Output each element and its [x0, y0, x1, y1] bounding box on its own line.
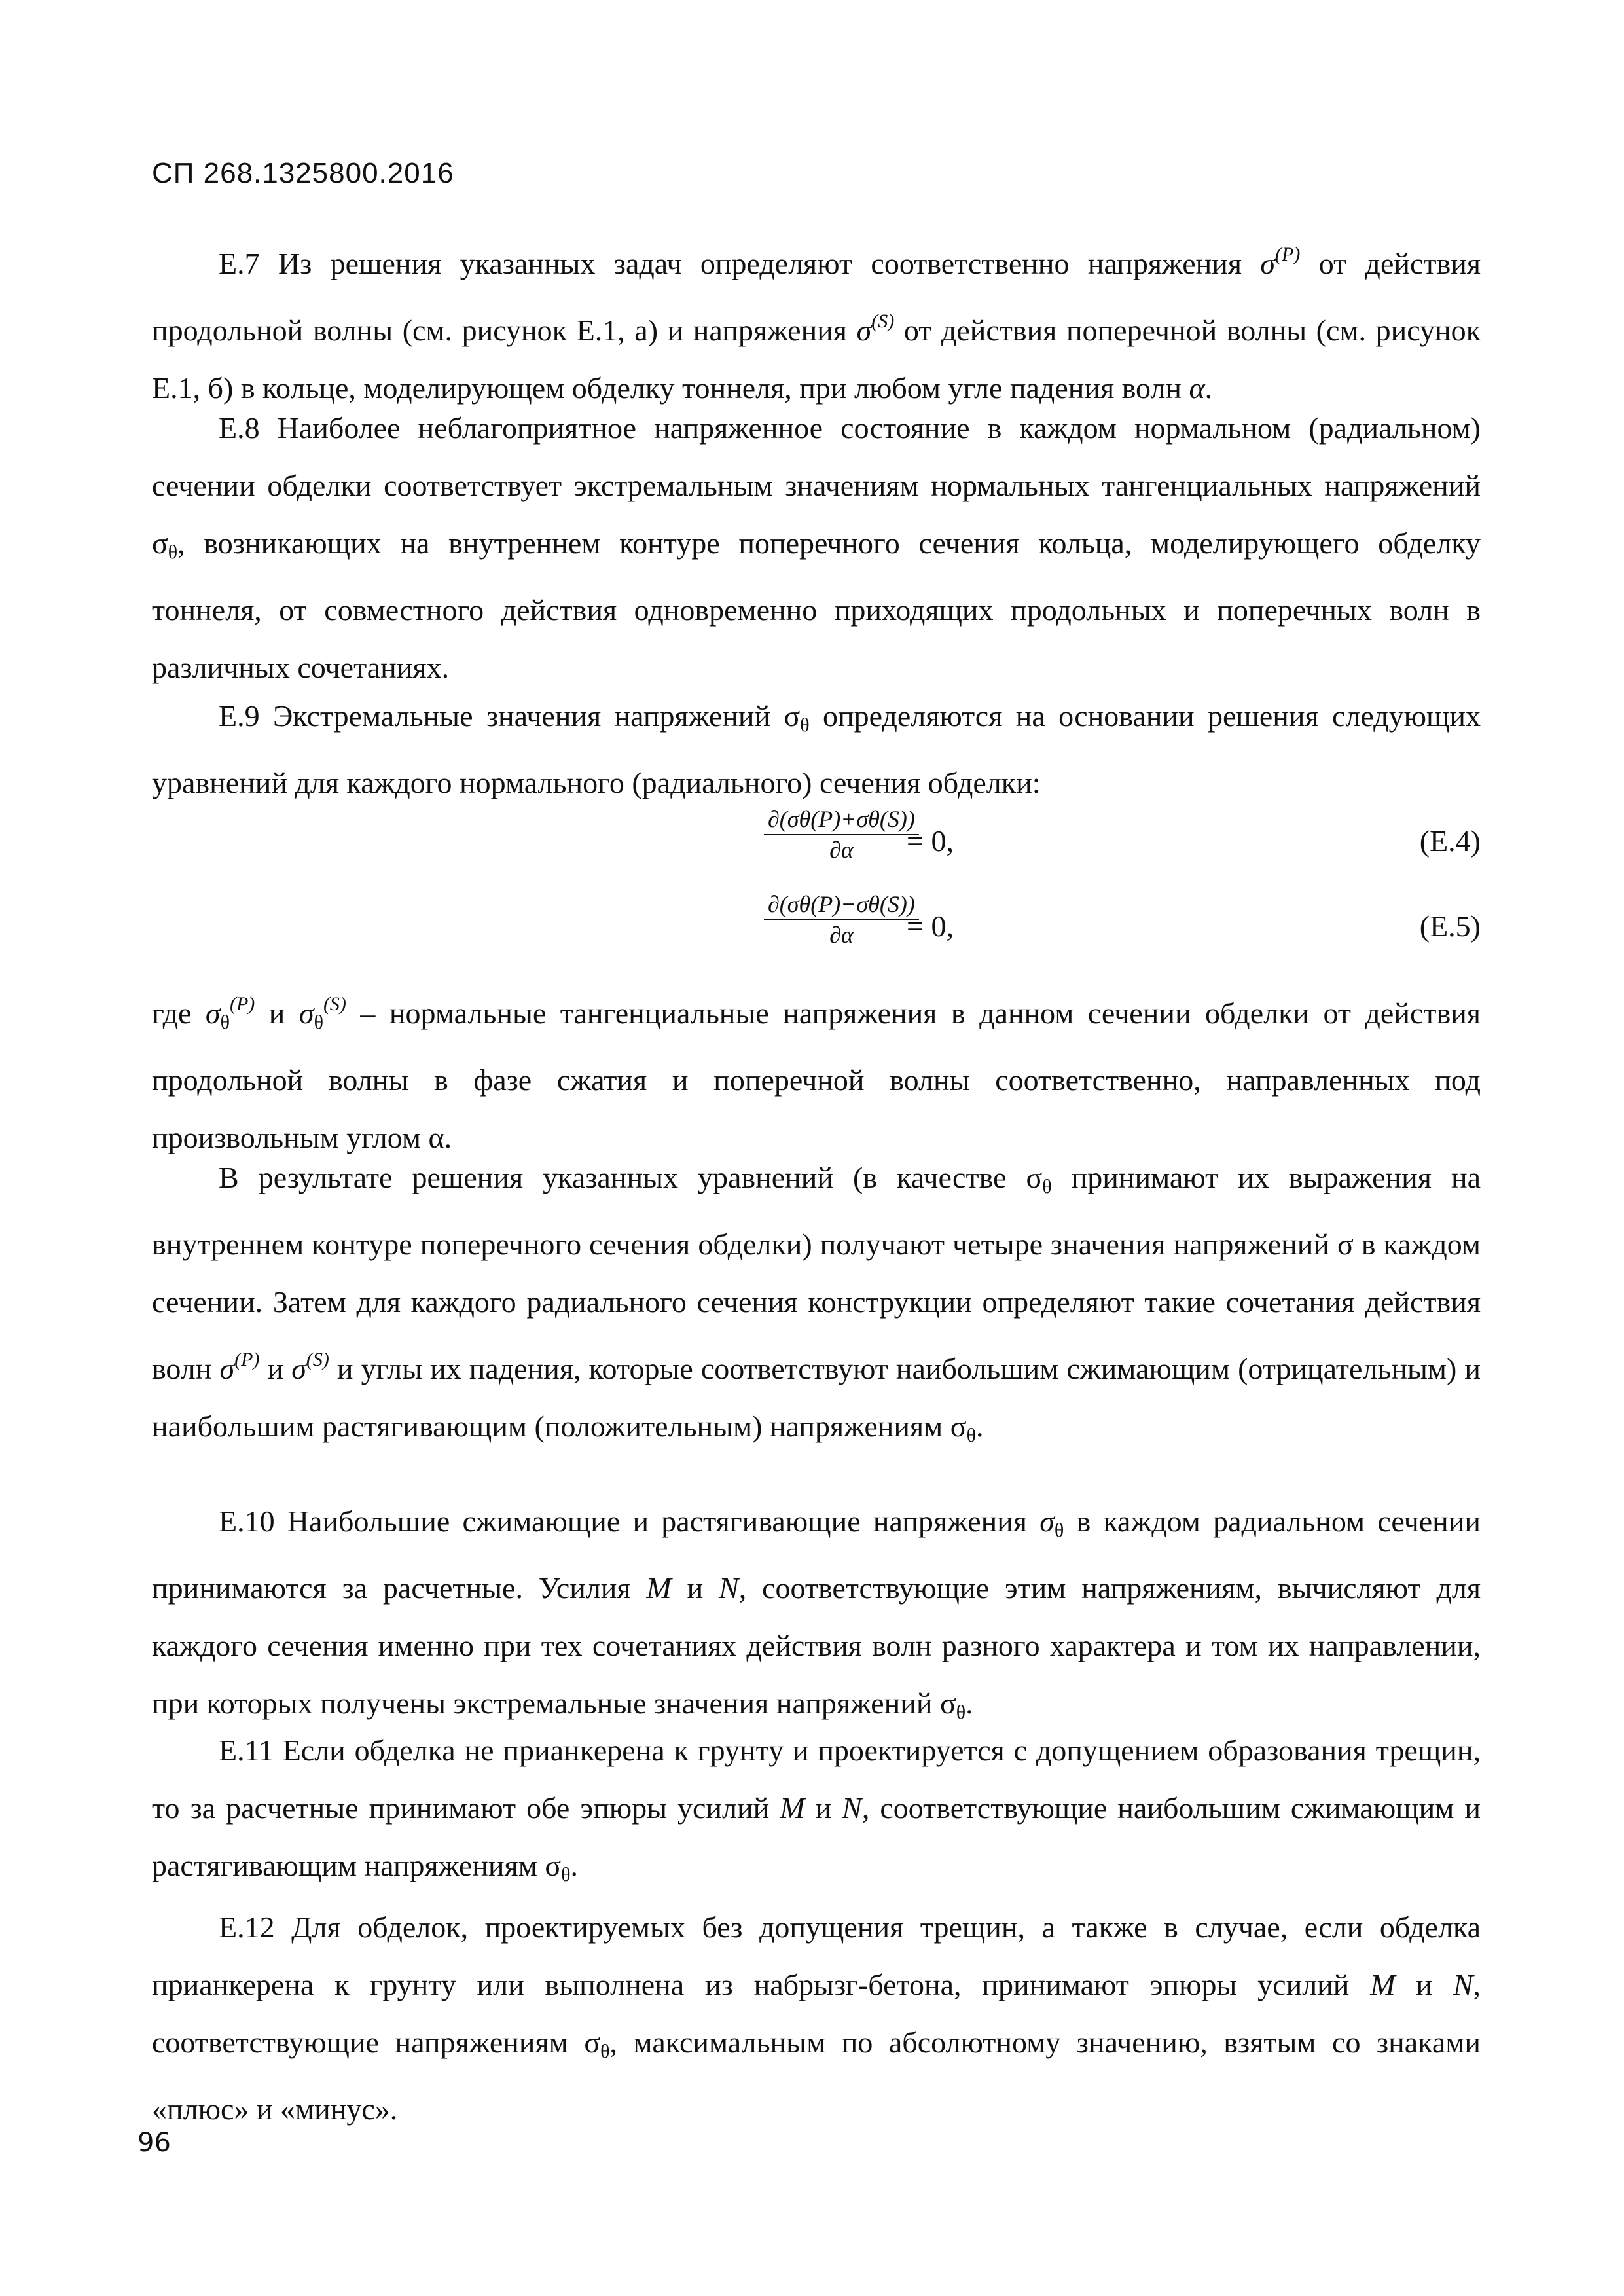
paragraph-e7	[152, 226, 1481, 417]
subscript-theta: θ	[800, 714, 810, 736]
equation-rhs: = 0,	[907, 909, 954, 943]
subscript-theta: θ	[168, 541, 178, 563]
sigma-symbol: σ	[152, 526, 168, 560]
equation-denominator: ∂α	[829, 837, 854, 863]
section-e9	[152, 687, 1481, 812]
paragraph-where	[152, 975, 1481, 1167]
equation-numerator: ∂(σθ(P)+σθ(S))	[764, 804, 919, 835]
equation-label: (Е.4)	[1419, 824, 1481, 858]
superscript-p: (P)	[234, 1349, 260, 1370]
text: , соответствующие этим напряжениям, вычисляют для каждого сечения именно при тех сочетаниях действия волн разного характера и том их направлении, при которых получены экстремальные значения напряжений	[152, 1571, 1481, 1720]
section-e12	[152, 1899, 1481, 2138]
section-e7	[152, 226, 1481, 417]
section-result	[152, 1149, 1481, 1465]
subscript-theta: θ	[1054, 1520, 1064, 1541]
section-where	[152, 975, 1481, 1167]
text: и	[1395, 1968, 1453, 2001]
text: .	[570, 1849, 578, 1882]
text: принимают их выражения на внутреннем контуре поперечного сечения обделки) получают четыре значения напряжений σ в каждом сечении. Затем для каждого радиального сечения конструкции определяют такие сочетания действия волн	[152, 1161, 1481, 1385]
sigma-symbol: σ	[545, 1849, 562, 1882]
superscript-s: (S)	[306, 1349, 329, 1370]
sigma-symbol: σ	[1260, 247, 1276, 280]
sigma-symbol: σ	[784, 699, 801, 733]
sigma-symbol: σ	[291, 1352, 306, 1385]
sigma-symbol: σ	[939, 1686, 956, 1720]
equations-block	[152, 804, 1481, 974]
sigma-symbol: σ	[205, 996, 221, 1030]
page-number: 96	[137, 2128, 171, 2158]
fraction	[764, 804, 919, 864]
text: от действия поперечной волны (см. рисунок Е.1, б) в кольце, моделирующем обделку тоннеля, при любом угле падения волн	[152, 314, 1481, 405]
text: .	[965, 1686, 973, 1720]
text: Е.11 Если обделка не прианкерена к грунту и проектируется с допущением образования трещин, то за расчетные принимают обе эпюры усилий	[152, 1734, 1481, 1825]
equation-e4	[152, 804, 1481, 889]
superscript-s: (S)	[871, 310, 895, 332]
text: , соответствующие наибольшим сжимающим и растягивающим напряжениям	[152, 1791, 1481, 1882]
paragraph-e9	[152, 687, 1481, 812]
superscript-p: (P)	[1275, 244, 1301, 265]
sigma-symbol: σ	[950, 1410, 967, 1443]
equation-numerator: ∂(σθ(P)−σθ(S))	[764, 889, 919, 920]
equation-rhs: = 0,	[907, 824, 954, 858]
document-header: СП 268.1325800.2016	[152, 157, 454, 189]
text: , максимальным по абсолютному значению, взятым со знаками «плюс» и «минус».	[152, 2026, 1481, 2126]
sigma-symbol: σ	[584, 2026, 601, 2059]
text: Е.7 Из решения указанных задач определяют соответственно напряжения	[219, 247, 1261, 280]
subscript-theta: θ	[966, 1425, 976, 1446]
text: Е.9 Экстремальные значения напряжений	[219, 699, 784, 733]
symbol-n: N	[842, 1791, 862, 1825]
section-e11	[152, 1722, 1481, 1904]
text: – нормальные тангенциальные напряжения в данном сечении обделки от действия продольной волны в фазе сжатия и поперечной волны соответственно, направленных под произвольным углом α.	[152, 996, 1481, 1154]
sigma-symbol: σ	[219, 1352, 235, 1385]
text: от действия продольной волны (см. рисунок Е.1, а) и напряжения	[152, 247, 1481, 347]
subscript-theta: θ	[314, 1011, 323, 1033]
text: Е.10 Наибольшие сжимающие и растягивающие напряжения	[219, 1504, 1040, 1538]
text: Е.8 Наиболее неблагоприятное напряженное состояние в каждом нормальном (радиальном) сечении обделки соответствует экстремальным значениям нормальных тангенциальных напряжений	[152, 411, 1481, 502]
text: и	[804, 1791, 842, 1825]
paragraph-e12	[152, 1899, 1481, 2138]
text: и	[259, 1352, 292, 1385]
equation-label: (Е.5)	[1419, 909, 1481, 943]
sigma-symbol: σ	[1026, 1161, 1043, 1194]
text: где	[152, 996, 206, 1030]
symbol-m: M	[780, 1791, 805, 1825]
symbol-n: N	[1453, 1968, 1473, 2001]
text: В результате решения указанных уравнений (в качестве	[219, 1161, 1026, 1194]
paragraph-result	[152, 1149, 1481, 1465]
text: Е.12 Для обделок, проектируемых без допущения трещин, а также в случае, если обделка прианкерена к грунту или выполнена из набрызг-бетона, принимают эпюры усилий	[152, 1910, 1481, 2001]
subscript-theta: θ	[1042, 1176, 1052, 1197]
symbol-m: M	[1370, 1968, 1396, 2001]
text: определяются на основании решения следующих уравнений для каждого нормального (радиального) сечения обделки:	[152, 699, 1481, 799]
subscript-theta: θ	[561, 1864, 571, 1886]
sigma-symbol: σ	[298, 996, 314, 1030]
symbol-n: N	[719, 1571, 739, 1605]
text: , возникающих на внутреннем контуре поперечного сечения кольца, моделирующего обделку тоннеля, от совместного действия одновременно приходящих продольных и поперечных волн в различных сочетаниях.	[152, 526, 1481, 684]
superscript-p: (P)	[229, 993, 255, 1015]
section-e10	[152, 1493, 1481, 1741]
section-e8	[152, 399, 1481, 697]
fraction	[764, 889, 919, 949]
equation-e5	[152, 889, 1481, 974]
sigma-symbol: σ	[1039, 1504, 1055, 1538]
equation-denominator: ∂α	[829, 922, 854, 948]
text: .	[1204, 371, 1213, 405]
text: и	[671, 1571, 719, 1605]
paragraph-e10	[152, 1493, 1481, 1741]
text: в каждом радиальном сечении принимаются за расчетные. Усилия	[152, 1504, 1481, 1605]
symbol-m: M	[646, 1571, 672, 1605]
text: и	[255, 996, 299, 1030]
subscript-theta: θ	[600, 2041, 610, 2062]
alpha-symbol: α	[1189, 371, 1205, 405]
superscript-s: (S)	[323, 993, 346, 1015]
text: .	[975, 1410, 984, 1443]
subscript-theta: θ	[220, 1011, 230, 1033]
paragraph-e8	[152, 399, 1481, 697]
paragraph-e11	[152, 1722, 1481, 1904]
text: и углы их падения, которые соответствуют наибольшим сжимающим (отрицательным) и наибольшим растягивающим (положительным) напряжениям	[152, 1352, 1481, 1443]
sigma-symbol: σ	[856, 314, 872, 347]
text: , соответствующие напряжениям	[152, 1968, 1481, 2059]
subscript-theta: θ	[956, 1702, 966, 1723]
